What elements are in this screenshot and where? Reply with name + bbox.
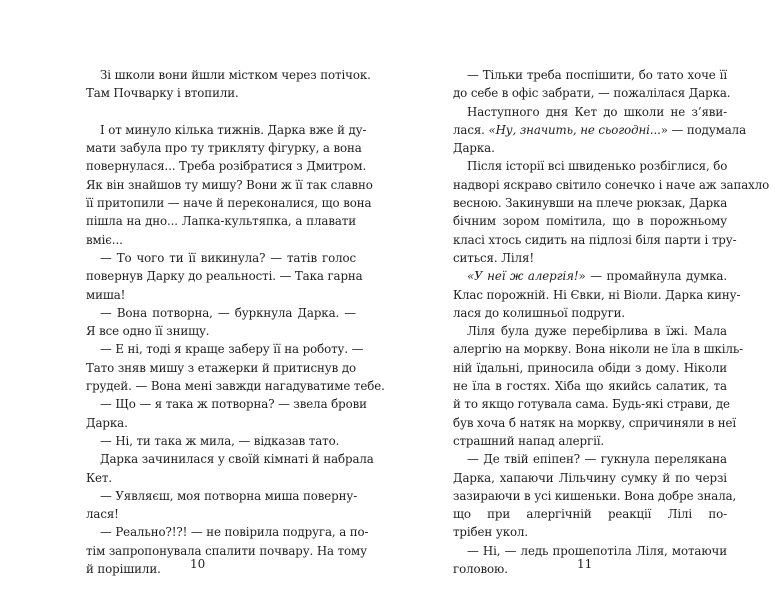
text-line: тім запропонувала спалити почвару. На тому — [86, 543, 367, 558]
text-line: Зі школи вони йшли містком через потічок. — [100, 68, 371, 82]
text-line: її притопили — наче й переконалися, що вона — [86, 196, 372, 211]
text-line: — Реально?!?! — не повірила подруга, а по- — [100, 525, 369, 540]
text-line: Дарка зачинилася у своїй кімнаті й набрала — [100, 452, 374, 467]
text-line: — Ні, ти така ж мила, — відказав тато. — [100, 433, 340, 448]
text-line: не їла в гостях. Хіба що якийсь салатик, та — [453, 379, 727, 394]
text-line: Дарка. — [86, 415, 128, 430]
text-line: грудей. — Вона мені завжди нагадуватиме тебе. — [86, 379, 385, 394]
text-line: — Тільки треба поспішити, бо тато хоче її — [467, 68, 727, 82]
text-line: вміє... — [86, 232, 123, 247]
text-line: весною. Закинувши на плече рюкзак, Дарка — [453, 196, 728, 211]
text-line: Як він знайшов ту мишу? Вони ж її так славно — [86, 177, 373, 192]
text-line: Тато зняв мишу з етажерки й притиснув до — [86, 360, 356, 375]
text-line: Дарка, хапаючи Лільчину сумку й по черзі — [453, 470, 727, 485]
text-line: класі хтось сидить на підлозі біля парти і тру- — [453, 232, 737, 247]
text-line: — То чого ти її викинула? — татів голос — [100, 250, 356, 265]
text-line: Після історії всі швиденько розбіглися, бо — [467, 159, 728, 174]
text-line: Дарка. — [453, 141, 495, 156]
text-line: мати забула про ту трикляту фігурку, а вона — [86, 141, 362, 156]
text-line: страшний напад алергії. — [453, 433, 605, 448]
text-line: був хоча б натяк на моркву, спричиняли в неї — [453, 415, 737, 430]
text-line: ситься. Ліля! — [453, 250, 534, 265]
text-line: трібен укол. — [453, 525, 529, 540]
text-line: пішла на дно... Лапка-культяпка, а плавати — [86, 214, 356, 229]
text-line: І от минуло кілька тижнів. Дарка вже й ду- — [100, 122, 367, 137]
text-line: лася! — [86, 507, 119, 522]
text-line: ній їдальні, приносила обіди з дому. Ніколи — [453, 360, 727, 375]
text-line: Кет. — [86, 470, 112, 485]
text-line: — Де твій епіпен? — гукнула перелякана — [467, 452, 727, 467]
text-line: що при алергічній реакції Лілі по- — [453, 507, 727, 522]
text-line: надворі яскраво світило сонечко і наче аж запахло — [453, 177, 770, 192]
text-line: алергію на моркву. Вона ніколи не їла в шкіль- — [453, 342, 744, 357]
text-line: лася до колишньої подруги. — [453, 305, 626, 320]
text-line: миша! — [86, 287, 126, 302]
page-number-right: 11 — [577, 557, 593, 571]
text-line: й порішили. — [86, 562, 161, 577]
text-line: повернулася... Треба розібратися з Дмитром. — [86, 159, 367, 174]
text-line: бічним зором помітила, що в порожньому — [453, 214, 727, 229]
text-line: зазираючи в усі кишеньки. Вона добре знала, — [453, 488, 737, 503]
text-line: Ліля була дуже перебірлива в їжі. Мала — [467, 324, 727, 339]
text-line: — Уявляєш, моя потворна миша поверну- — [100, 488, 358, 503]
text-line: головою. — [453, 562, 508, 577]
text-line: й то якщо готувала сама. Будь-які страви, де — [453, 397, 730, 412]
text-line: Наступного дня Кет до школи не з’яви- — [467, 104, 727, 119]
text-line: — Е ні, тоді я краще заберу її на роботу. — — [100, 342, 364, 357]
right-page — [453, 66, 770, 578]
text-line: — Що — я така ж потворна? — звела брови — [100, 397, 367, 412]
text-line — [86, 103, 356, 121]
page-number-left: 10 — [190, 557, 206, 571]
text-line: «У неї ж алергія!» — промайнула думка. — [467, 269, 727, 284]
text-line: лася. «Ну, значить, не сьогодні...» — подумала — [453, 122, 747, 137]
text-line: Я все одно її знищу. — [86, 324, 210, 339]
left-page — [86, 66, 385, 578]
text-line: — Ні, — ледь прошепотіла Ліля, мотаючи — [467, 543, 727, 558]
text-line: Клас порожній. Ні Євки, ні Віоли. Дарка кину- — [453, 287, 741, 302]
text-line: до себе в офіс забрати, — пожалілася Дарка. — [453, 86, 731, 101]
text-line: Там Почварку і втопили. — [86, 86, 239, 101]
text-line: повернув Дарку до реальності. — Така гарна — [86, 269, 363, 284]
text-line: — Вона потворна, — буркнула Дарка. — — [100, 305, 356, 320]
